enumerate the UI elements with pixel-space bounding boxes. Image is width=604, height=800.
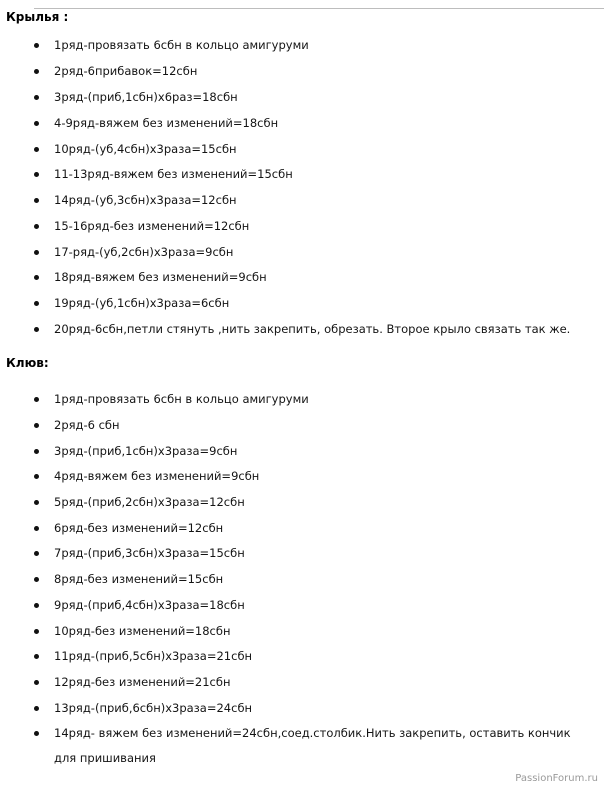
bullet-icon	[34, 95, 39, 100]
bullet-icon	[34, 680, 39, 685]
bullet-icon	[34, 629, 39, 634]
bullet-icon	[34, 423, 39, 428]
bullet-icon	[34, 147, 39, 152]
bullet-icon	[34, 69, 39, 74]
bullet-icon	[34, 706, 39, 711]
bullet-icon	[34, 500, 39, 505]
top-divider	[34, 8, 604, 9]
section-heading-wings: Крылья :	[6, 10, 69, 24]
bullet-icon	[34, 121, 39, 126]
bullet-icon	[34, 327, 39, 332]
bullet-icon	[34, 654, 39, 659]
bullet-icon	[34, 250, 39, 255]
bullet-icon	[34, 551, 39, 556]
bullet-icon	[34, 172, 39, 177]
bullet-icon	[34, 577, 39, 582]
bullet-icon	[34, 526, 39, 531]
bullet-icon	[34, 731, 39, 736]
watermark: PassionForum.ru	[515, 773, 598, 784]
bullet-icon	[34, 397, 39, 402]
bullet-icon	[34, 43, 39, 48]
bullet-icon	[34, 603, 39, 608]
bullet-icon	[34, 301, 39, 306]
section-heading-beak: Клюв:	[6, 356, 49, 370]
bullet-icon	[34, 474, 39, 479]
bullet-icon	[34, 449, 39, 454]
bullet-icon	[34, 198, 39, 203]
bullet-icon	[34, 275, 39, 280]
bullet-icon	[34, 224, 39, 229]
